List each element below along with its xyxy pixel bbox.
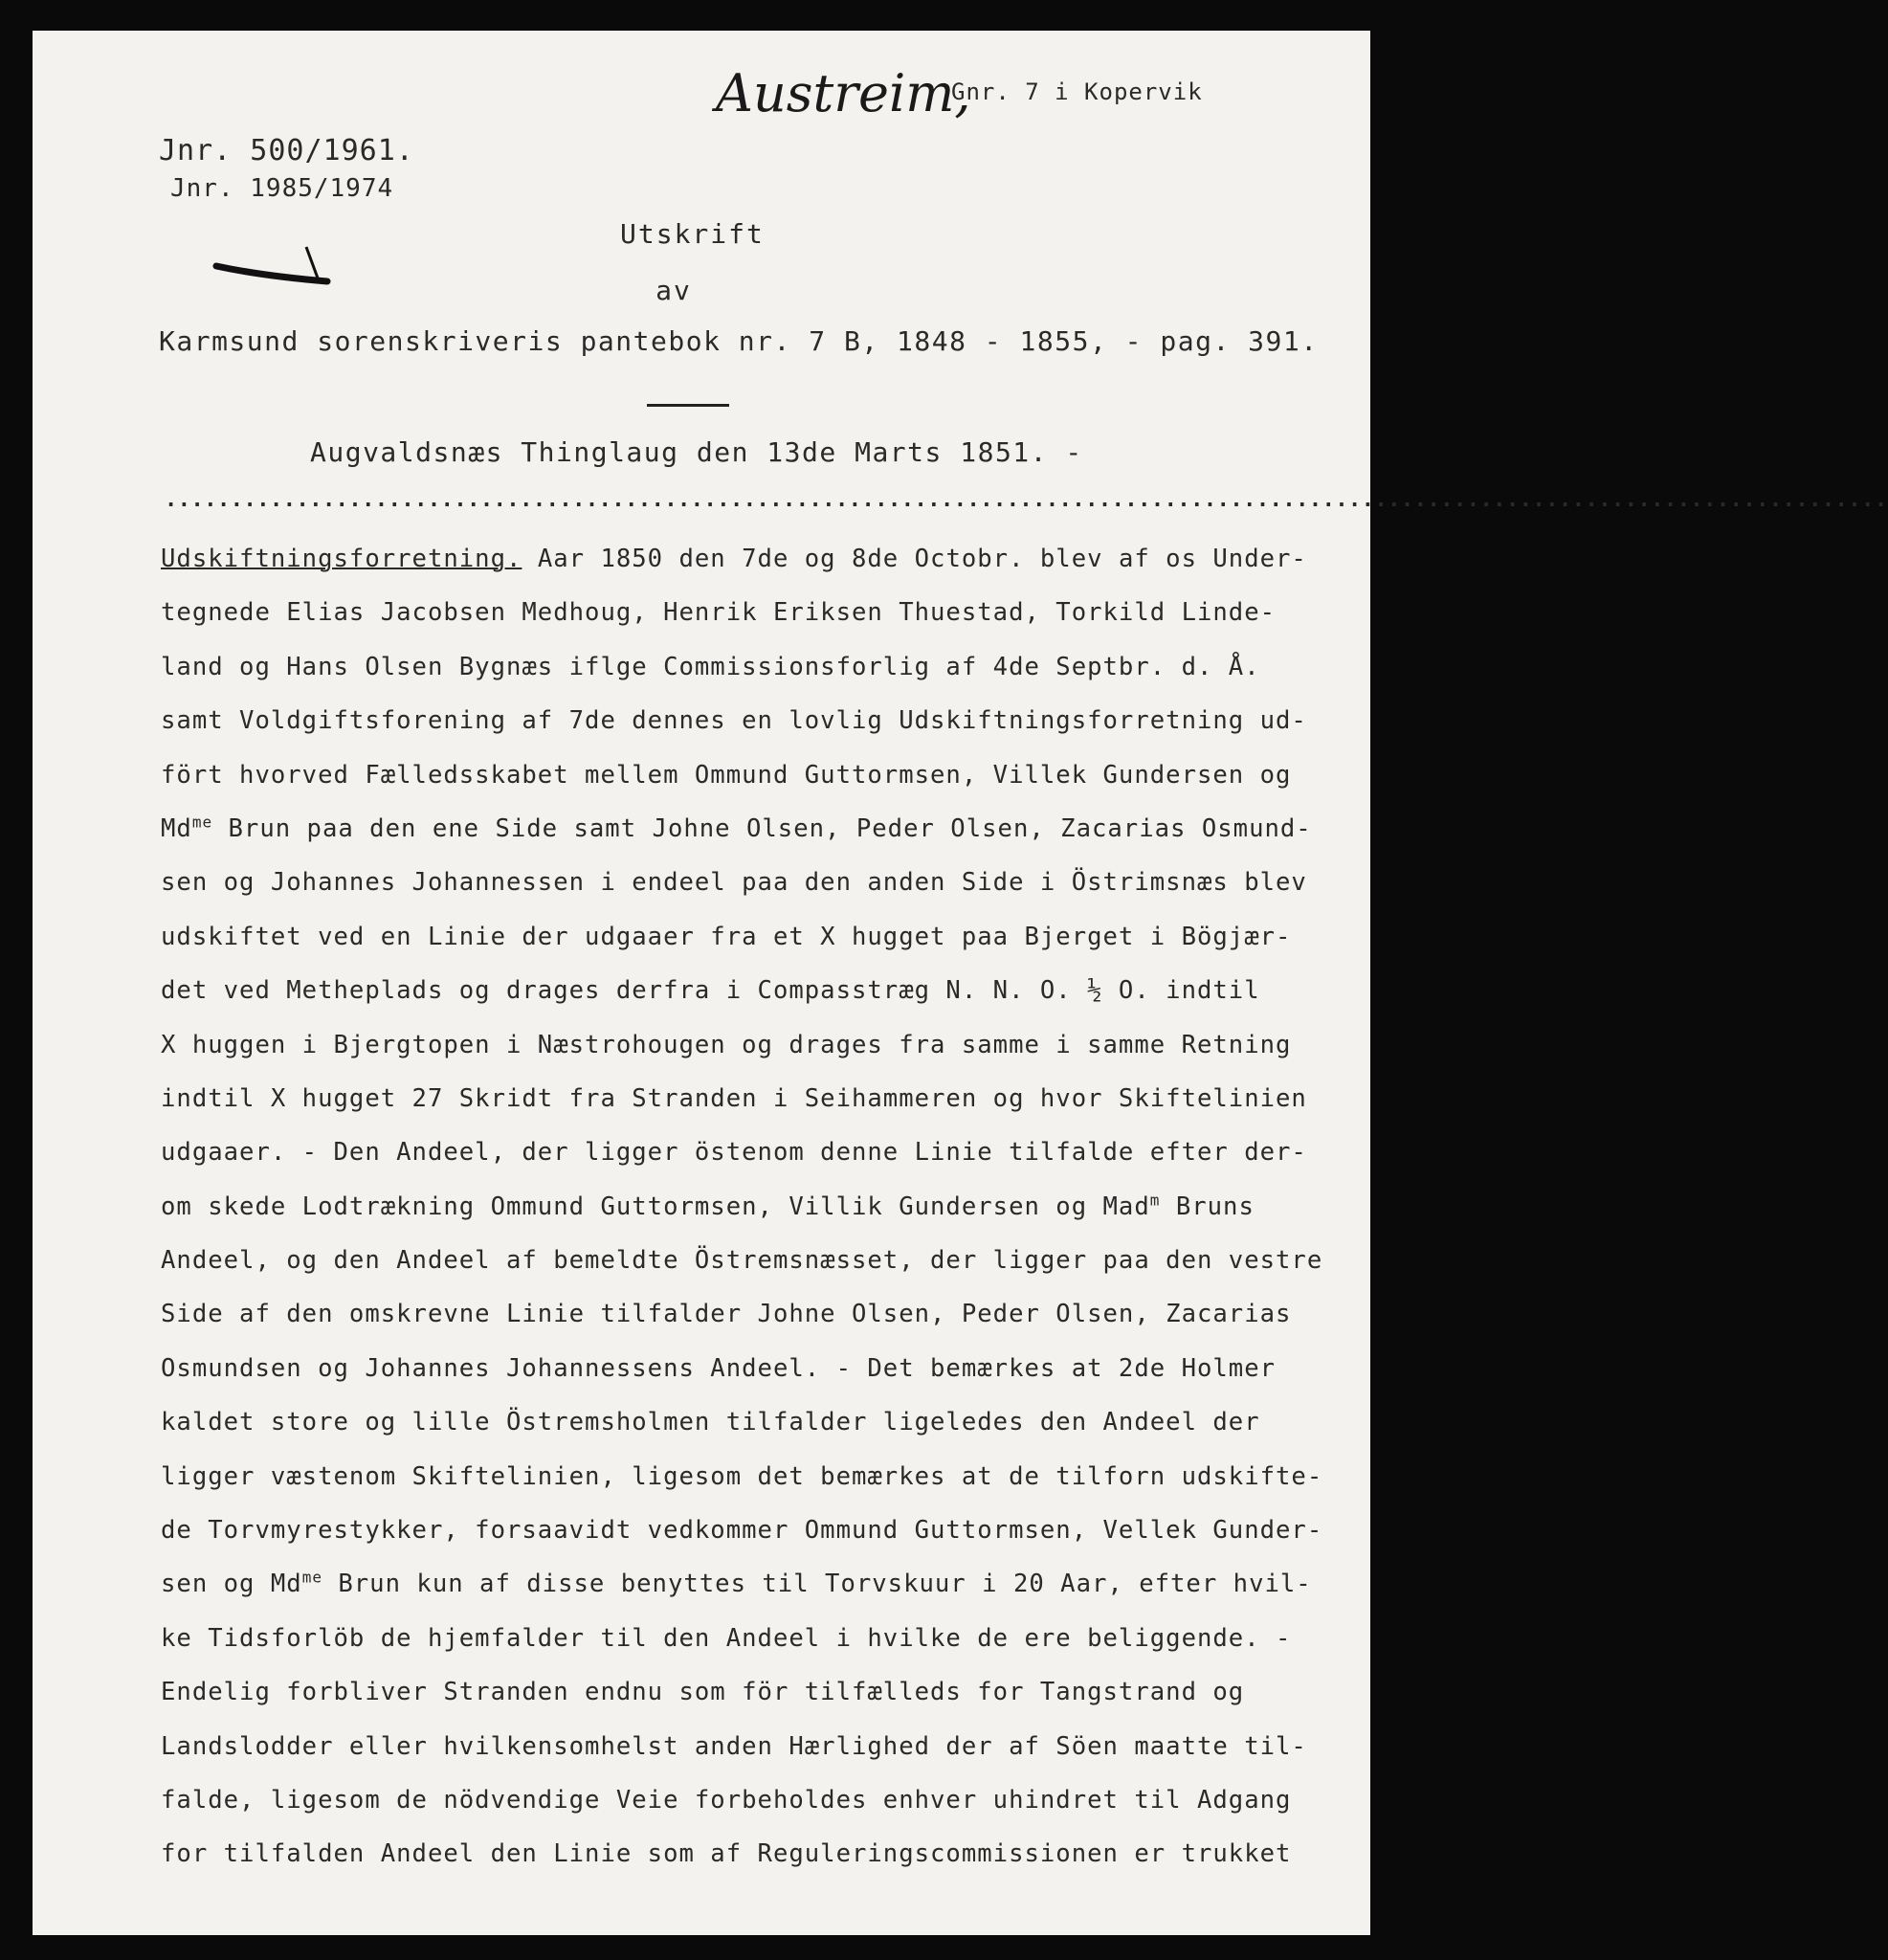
body-line: $Md^{me}$ Brun paa den ene Side samt Johne Olsen, Peder Olsen, Zacarias Osmund- <box>161 813 1312 843</box>
handwritten-check-mark <box>214 245 331 287</box>
body-line: tegnede Elias Jacobsen Medhoug, Henrik Eriksen Thuestad, Torkild Linde- <box>161 598 1277 628</box>
jnr-number-1: Jnr. 500/1961. <box>159 134 414 167</box>
jnr-number-2: Jnr. 1985/1974 <box>170 174 394 203</box>
document-page <box>33 31 1888 1935</box>
body-line: sen og Johannes Johannessen i endeel paa den anden Side i Östrimsnæs blev <box>161 868 1307 898</box>
body-line: Endelig forbliver Stranden endnu som för tilfælleds for Tangstrand og <box>161 1678 1245 1707</box>
body-line: land og Hans Olsen Bygnæs iflge Commissionsforlig af 4de Septbr. d. Å. <box>161 652 1260 681</box>
handwritten-name: Austreim, <box>716 63 971 123</box>
source-reference: Karmsund sorenskriveris pantebok nr. 7 B, 1848 - 1855, - pag. 391. <box>159 325 1319 357</box>
body-line: kaldet store og lille Östremsholmen tilfalder ligeledes den Andeel der <box>161 1408 1260 1437</box>
body-line: X huggen i Bjergtopen i Næstrohougen og drages fra samme i samme Retning <box>161 1030 1292 1059</box>
body-line: samt Voldgiftsforening af 7de dennes en lovlig Udskiftningsforretning ud- <box>161 706 1307 736</box>
document-title: Utskrift <box>620 218 765 250</box>
body-line: falde, ligesom de nödvendige Veie forbeholdes enhver uhindret til Adgang <box>161 1785 1292 1815</box>
body-line: ligger væstenom Skiftelinien, ligesom det bemærkes at de tilforn udskifte- <box>161 1461 1323 1491</box>
body-line: Side af den omskrevne Linie tilfalder Johne Olsen, Peder Olsen, Zacarias <box>161 1300 1292 1329</box>
body-line: de Torvmyrestykker, forsaavidt vedkommer Ommund Guttormsen, Vellek Gunder- <box>161 1516 1323 1546</box>
body-line: Osmundsen og Johannes Johannessens Andeel. - Det bemærkes at 2de Holmer <box>161 1353 1277 1383</box>
section-heading: Udskiftningsforretning. <box>161 545 522 573</box>
body-line: det ved Metheplads og drages derfra i Compasstræg N. N. O. ½ O. indtil <box>161 976 1260 1006</box>
body-line: fört hvorved Fælledsskabet mellem Ommund Guttormsen, Villek Gundersen og <box>161 760 1292 790</box>
transcript-body <box>161 532 1368 1882</box>
thing-heading: Augvaldsnæs Thinglaug den 13de Marts 1851. - <box>310 436 1083 468</box>
body-line: udskiftet ved en Linie der udgaaer fra et X hugget paa Bjerget i Bögjær- <box>161 922 1292 951</box>
dotted-separator: ................................................................................................................................... <box>165 488 1888 512</box>
body-line: Andeel, og den Andeel af bemeldte Östremsnæsset, der ligger paa den vestre <box>161 1246 1323 1276</box>
body-line: udgaaer. - Den Andeel, der ligger östenom denne Linie tilfalde efter der- <box>161 1138 1307 1168</box>
body-line: sen og $Md^{me}$ Brun kun af disse benyttes til Torvskuur i 20 Aar, efter hvil- <box>161 1568 1312 1599</box>
divider-rule <box>647 404 729 407</box>
gnr-reference: Gnr. 7 i Kopervik <box>951 78 1203 105</box>
body-line: ke Tidsforlöb de hjemfalder til den Andeel i hvilke de ere beliggende. - <box>161 1623 1292 1653</box>
body-line: for tilfalden Andeel den Linie som af Reguleringscommissionen er trukket <box>161 1839 1292 1869</box>
body-line: Landslodder eller hvilkensomhelst anden Hærlighed der af Söen maatte til- <box>161 1731 1307 1761</box>
body-line: indtil X hugget 27 Skridt fra Stranden i Seihammeren og hvor Skiftelinien <box>161 1083 1307 1113</box>
document-title-av: av <box>655 275 692 306</box>
body-line: om skede Lodtrækning Ommund Guttormsen, Villik Gundersen og Mad$^m$ Bruns <box>161 1191 1255 1221</box>
body-line: Udskiftningsforretning. Aar 1850 den 7de og 8de Octobr. blev af os Under- <box>161 545 1307 573</box>
